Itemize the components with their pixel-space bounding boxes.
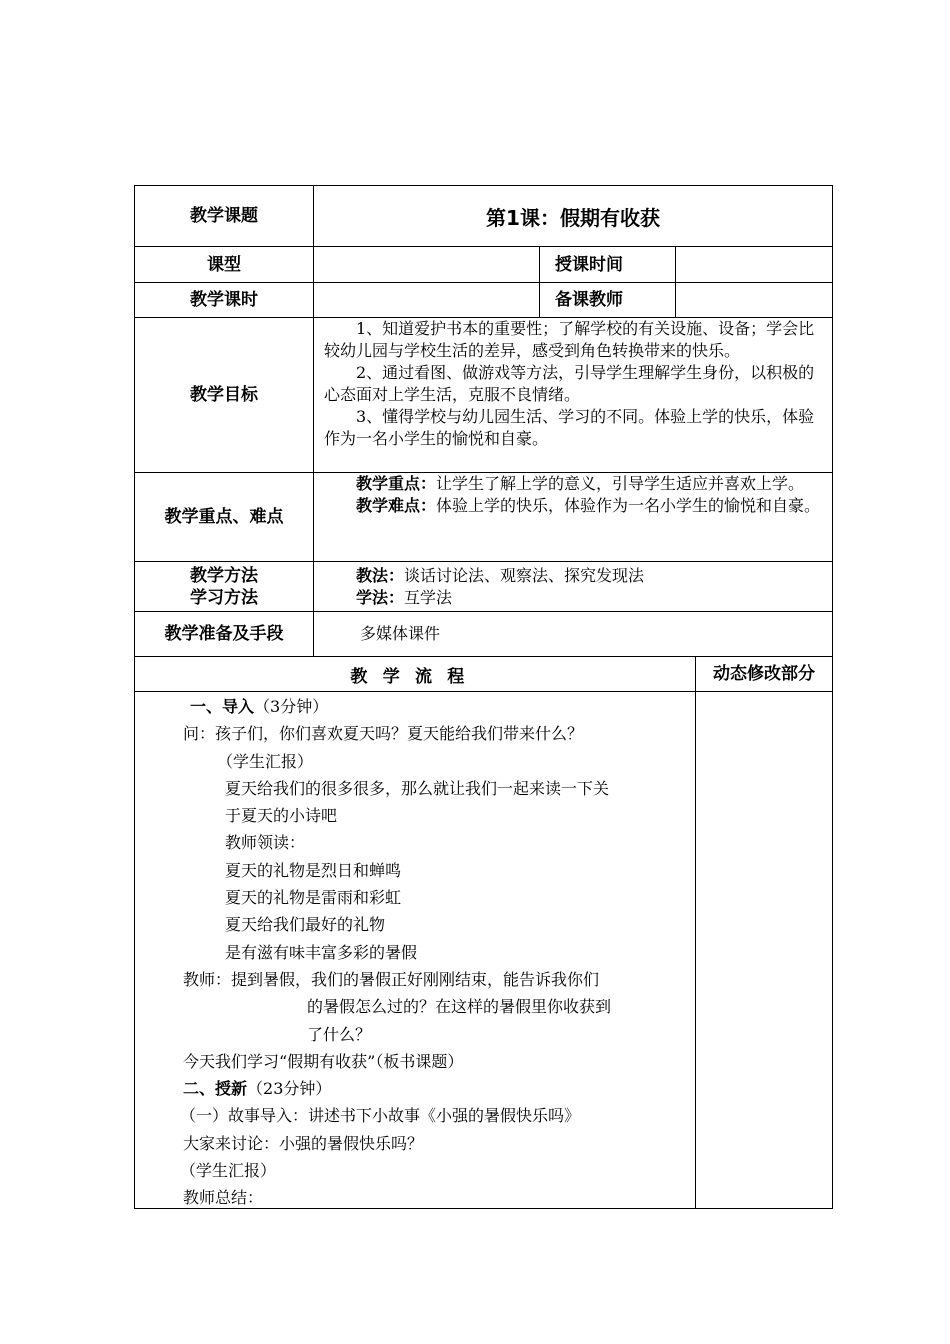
flow-line: 是有滋有味丰富多彩的暑假 <box>225 942 418 962</box>
flow-line: 教师领读： <box>225 833 306 853</box>
new-title: 二、授新 <box>183 1079 248 1099</box>
learn-label: 学法： <box>356 588 405 607</box>
flow-line: 夏天的礼物是雷雨和彩虹 <box>225 888 402 908</box>
type-label: 课型 <box>135 247 314 282</box>
type-value <box>314 247 540 282</box>
difficulty-label: 教学难点： <box>356 496 437 515</box>
preparation-row <box>134 612 833 657</box>
flow-line: 夏天给我们的很多很多，那么就让我们一起来读一下关 <box>225 778 610 798</box>
lesson-plan-table <box>134 185 833 1209</box>
objectives-list <box>314 318 832 472</box>
flow-header: 教学流程 <box>135 657 696 691</box>
hours-value <box>314 283 540 317</box>
teaching-method-label: 教学方法 <box>190 565 258 586</box>
topic-row <box>134 185 833 247</box>
methods-content <box>314 562 832 611</box>
flow-line: （学生汇报） <box>217 751 314 771</box>
time-label: 授课时间 <box>540 247 676 282</box>
teach-label: 教法： <box>356 566 405 585</box>
teach-text: 谈话讨论法、观察法、探究发现法 <box>404 566 645 585</box>
flow-line: 问：孩子们，你们喜欢夏天吗？夏天能给我们带来什么？ <box>183 724 584 744</box>
key-points-content <box>314 473 832 561</box>
learning-method-label: 学习方法 <box>190 587 258 608</box>
topic-label: 教学课题 <box>135 186 314 246</box>
flow-body-row <box>134 692 833 1209</box>
dynamic-edit-header: 动态修改部分 <box>713 664 815 684</box>
flow-line: 教师总结： <box>183 1188 264 1208</box>
difficulty-paragraph <box>324 495 822 517</box>
flow-line: 大家来讨论：小强的暑假快乐吗？ <box>183 1133 424 1153</box>
flow-line: 了什么？ <box>307 1024 372 1044</box>
objectives-row <box>134 318 833 473</box>
dynamic-edit-area <box>696 692 832 1208</box>
learning-method <box>324 587 822 609</box>
hours-label: 教学课时 <box>135 283 314 317</box>
time-value <box>676 247 832 282</box>
preparation-value: 多媒体课件 <box>360 624 441 643</box>
intro-time: （3分钟） <box>254 697 329 716</box>
flow-line: 于夏天的小诗吧 <box>225 806 338 826</box>
teacher-label: 备课教师 <box>540 283 676 317</box>
flow-line: 的暑假怎么过的？在这样的暑假里你收获到 <box>307 997 612 1017</box>
teaching-method <box>324 565 822 587</box>
flow-line: （学生汇报） <box>180 1161 277 1181</box>
objective-item: 2、通过看图、做游戏等方法，引导学生理解学生身份，以积极的心态面对上学生活，克服不良情绪。 <box>324 363 815 404</box>
new-time: （23分钟） <box>247 1079 332 1099</box>
type-row <box>134 247 833 283</box>
flow-header-row <box>134 657 833 692</box>
flow-line: 夏天给我们最好的礼物 <box>225 915 386 935</box>
learn-text: 互学法 <box>404 588 453 607</box>
difficulty-text: 体验上学的快乐，体验作为一名小学生的愉悦和自豪。 <box>436 496 821 515</box>
key-points-label: 教学重点、难点 <box>135 473 314 561</box>
objectives-label: 教学目标 <box>135 318 314 472</box>
flow-line: 今天我们学习“假期有收获”（板书课题） <box>183 1051 464 1071</box>
objective-item: 3、懂得学校与幼儿园生活、学习的不同。体验上学的快乐，体验作为一名小学生的愉悦和自豪。 <box>324 407 815 448</box>
focus-paragraph <box>324 473 822 495</box>
flow-line: （一）故事导入：讲述书下小故事《小强的暑假快乐吗》 <box>180 1106 581 1126</box>
flow-content <box>135 692 696 1208</box>
hours-row <box>134 283 833 318</box>
intro-heading <box>135 693 695 720</box>
methods-row <box>134 562 833 612</box>
focus-label: 教学重点： <box>356 474 437 493</box>
key-points-row <box>134 473 833 562</box>
teacher-value <box>676 283 832 317</box>
flow-line: 夏天的礼物是烈日和蝉鸣 <box>225 860 402 880</box>
focus-text: 让学生了解上学的意义，引导学生适应并喜欢上学。 <box>436 474 805 493</box>
flow-line: 教师：提到暑假，我们的暑假正好刚刚结束，能告诉我你们 <box>183 969 600 989</box>
lesson-title: 第1课：假期有收获 <box>486 205 660 230</box>
new-heading <box>135 1075 695 1102</box>
objective-item: 1、知道爱护书本的重要性；了解学校的有关设施、设备；学会比较幼儿园与学校生活的差异，感受到角色转换带来的快乐。 <box>324 319 815 360</box>
methods-labels <box>135 562 314 611</box>
intro-title: 一、导入 <box>190 697 255 716</box>
preparation-label: 教学准备及手段 <box>135 612 314 656</box>
